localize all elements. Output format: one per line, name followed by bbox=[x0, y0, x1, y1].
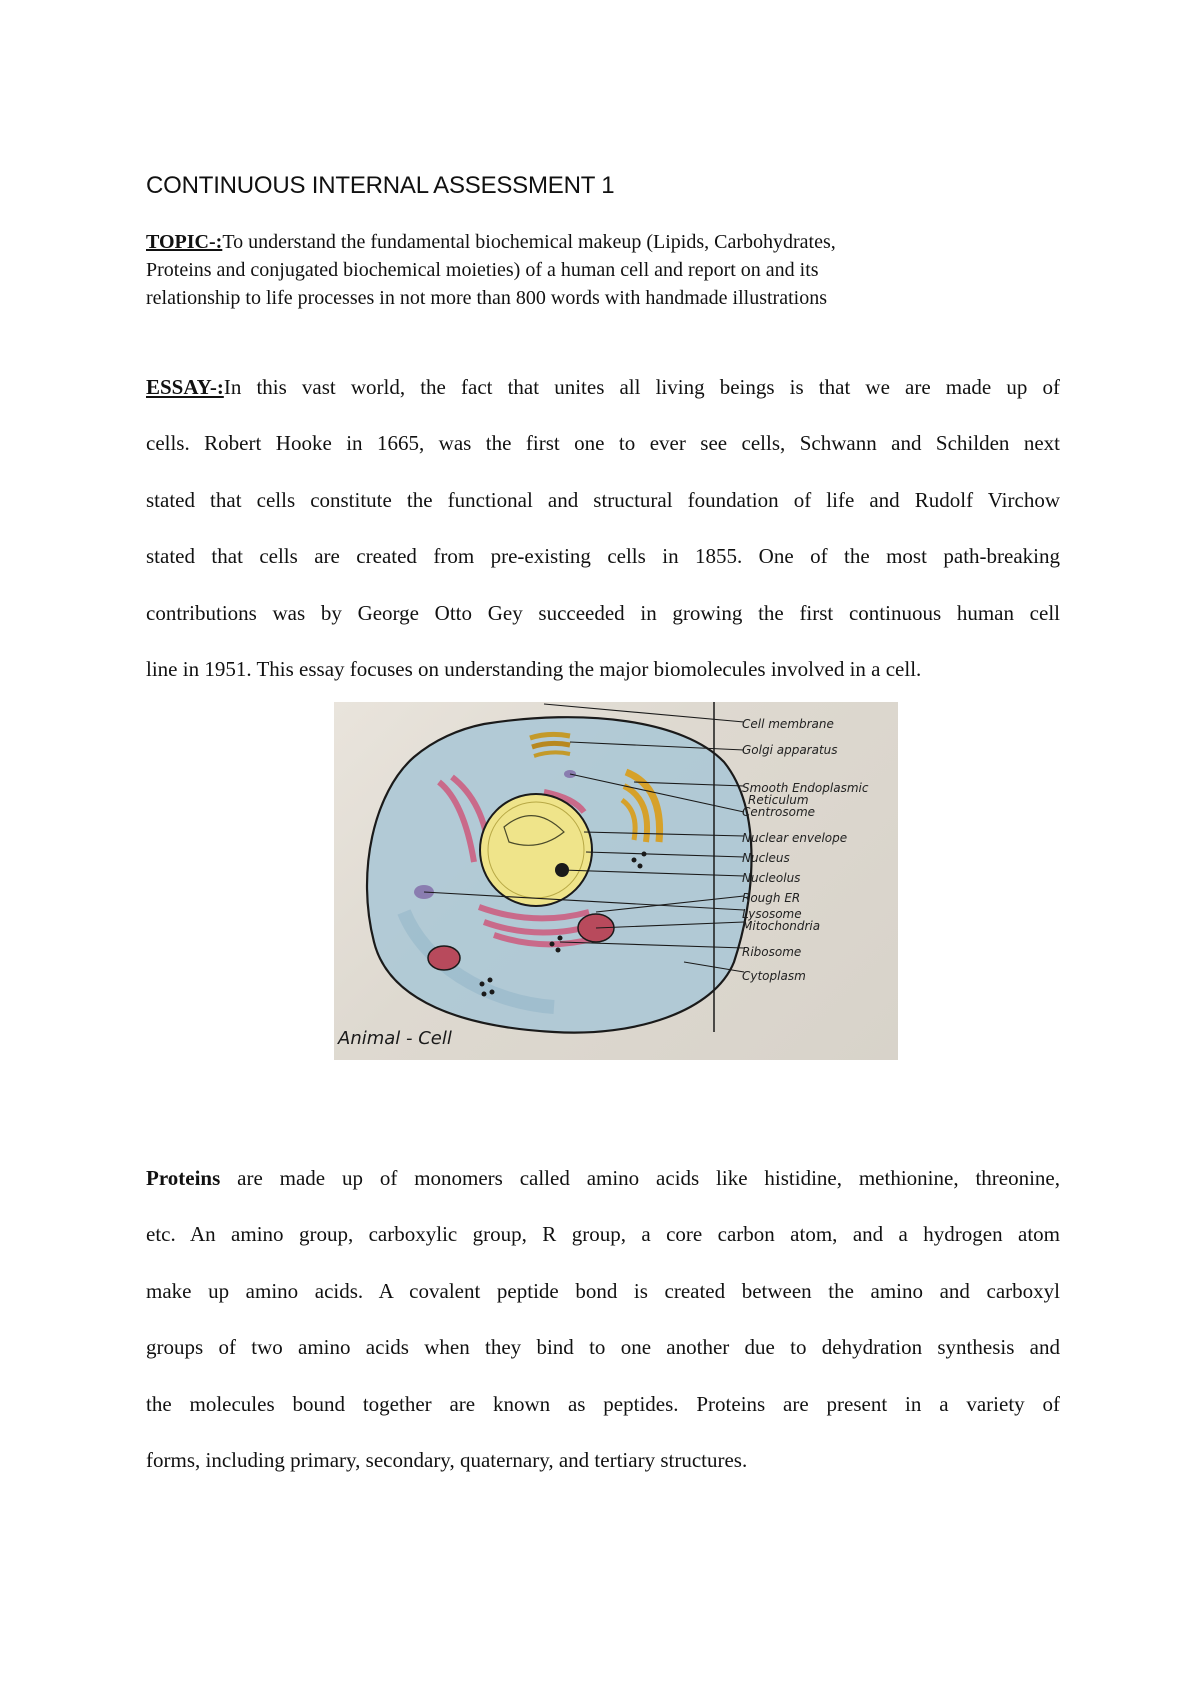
figure-label: Centrosome bbox=[742, 805, 816, 819]
figure-label: Golgi apparatus bbox=[742, 743, 838, 757]
figure-label: Lysosome bbox=[742, 907, 802, 921]
essay-line: stated that cells constitute the functional and structural foundation of life and Rudolf Virchow bbox=[146, 487, 1060, 512]
figure-label: Ribosome bbox=[742, 945, 802, 959]
figure-label: Cell membrane bbox=[742, 717, 834, 731]
figure-label: Smooth Endoplasmic bbox=[742, 781, 869, 795]
topic-line-1: To understand the fundamental biochemical makeup (Lipids, Carbohydrates, bbox=[222, 231, 836, 253]
figure-label: Nucleus bbox=[742, 851, 790, 865]
topic-label: TOPIC-: bbox=[146, 231, 223, 253]
topic-paragraph bbox=[146, 228, 1046, 312]
essay-label: ESSAY-: bbox=[146, 375, 224, 399]
page-title: CONTINUOUS INTERNAL ASSESSMENT 1 bbox=[146, 172, 615, 199]
topic-line-3: relationship to life processes in not more than 800 words with handmade illustrations bbox=[146, 287, 827, 309]
nucleus-shape bbox=[480, 794, 592, 906]
proteins-line: the molecules bound together are known as peptides. Proteins are present in a variety of bbox=[146, 1391, 1060, 1416]
proteins-paragraph bbox=[146, 1150, 1060, 1488]
essay-line: line in 1951. This essay focuses on understanding the major biomolecules involved in a cell. bbox=[146, 656, 922, 681]
figure-label: Mitochondria bbox=[742, 919, 821, 933]
figure-label: Nucleolus bbox=[742, 871, 801, 885]
proteins-line: forms, including primary, secondary, quaternary, and tertiary structures. bbox=[146, 1447, 748, 1472]
topic-line-2: Proteins and conjugated biochemical moieties) of a human cell and report on and its bbox=[146, 259, 819, 281]
essay-line: cells. Robert Hooke in 1665, was the first one to ever see cells, Schwann and Schilden next bbox=[146, 431, 1060, 456]
proteins-term: Proteins bbox=[146, 1166, 221, 1190]
essay-line: stated that cells are created from pre-existing cells in 1855. One of the most path-breaking bbox=[146, 544, 1060, 569]
proteins-line: make up amino acids. A covalent peptide bond is created between the amino and carboxyl bbox=[146, 1278, 1060, 1303]
figure-label: Reticulum bbox=[748, 793, 809, 807]
figure-label: Rough ER bbox=[742, 891, 801, 905]
proteins-line: Proteins are made up of monomers called amino acids like histidine, methionine, threonine, bbox=[146, 1166, 1060, 1190]
figure-label: Nuclear envelope bbox=[742, 831, 848, 845]
figure-caption: Animal - Cell bbox=[338, 1028, 452, 1049]
essay-paragraph bbox=[146, 359, 1060, 697]
essay-line: contributions was by George Otto Gey succeeded in growing the first continuous human cell bbox=[146, 600, 1060, 625]
proteins-line: etc. An amino group, carboxylic group, R group, a core carbon atom, and a hydrogen atom bbox=[146, 1222, 1060, 1247]
animal-cell-illustration bbox=[334, 702, 898, 1060]
proteins-line: groups of two amino acids when they bind to one another due to dehydration synthesis and bbox=[146, 1335, 1060, 1360]
mitochondria-shape-2 bbox=[428, 946, 460, 970]
figure-label: Cytoplasm bbox=[742, 969, 806, 983]
essay-line: ESSAY-:In this vast world, the fact that unites all living beings is that we are made up of bbox=[146, 375, 1060, 399]
